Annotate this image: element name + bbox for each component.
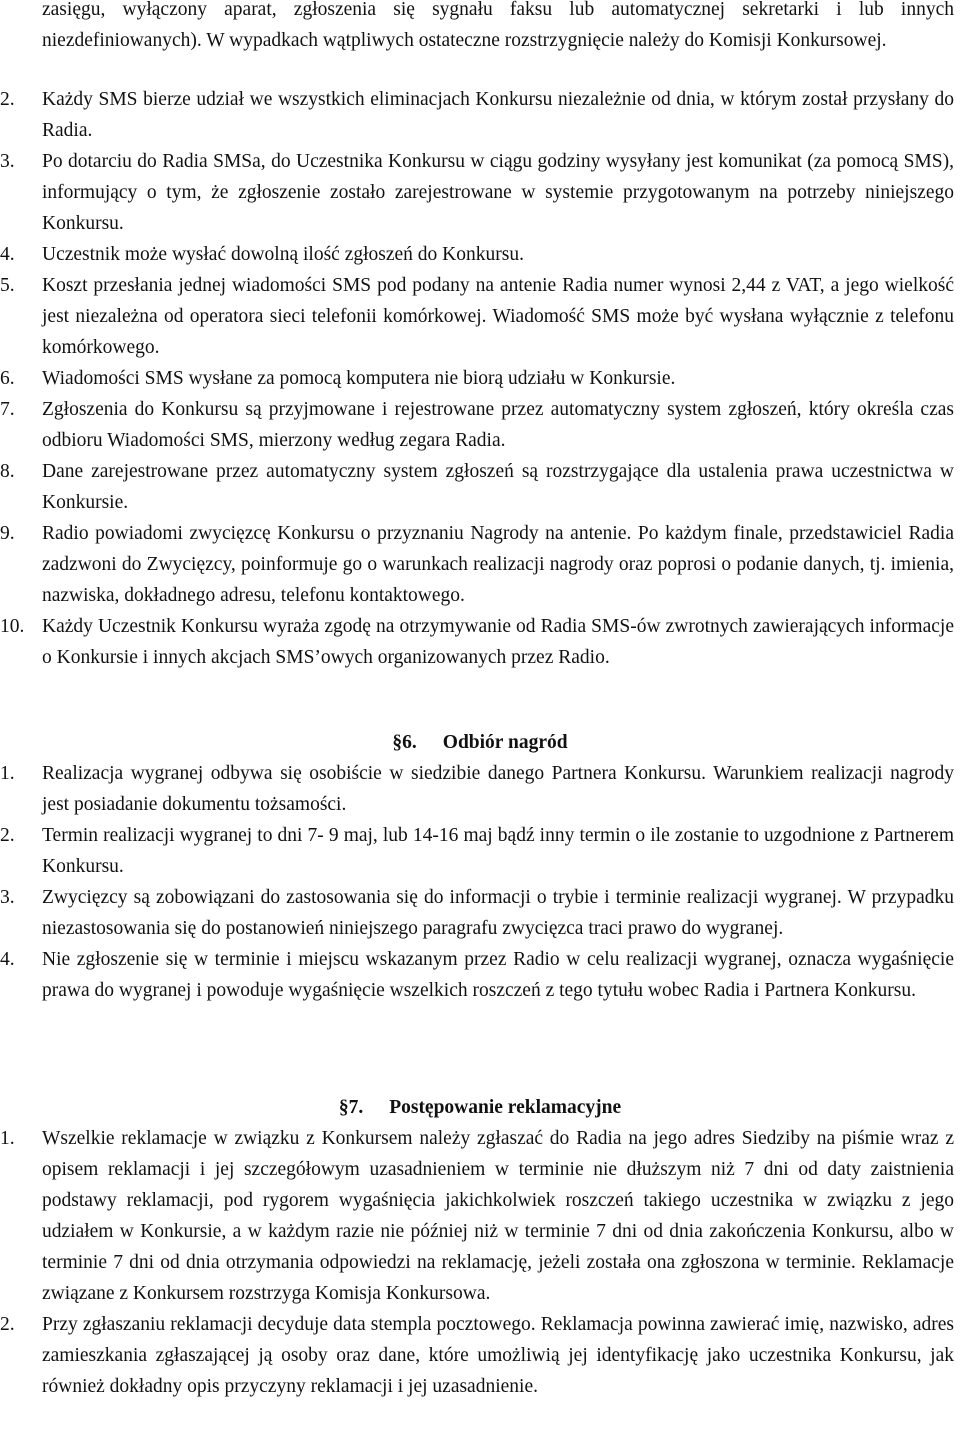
item-text: Koszt przesłania jednej wiadomości SMS pod podany na antenie Radia numer wynosi 2,44 z VAT, a jego wielkość jest niezależna od operatora sieci telefonii komórkowej. Wiadomość SMS może być wysłana wyłącznie z telefonu komórkowego. [42,275,954,358]
list-item [0,394,954,456]
item-number: 5. [0,275,15,296]
item-number: 4. [0,244,15,265]
item-text: Uczestnik może wysłać dowolną ilość zgłoszeń do Konkursu. [42,244,524,265]
item-text: Każdy Uczestnik Konkursu wyraża zgodę na otrzymywanie od Radia SMS-ów zwrotnych zawierających informacje o Konkursie i innych akcjach SMS’owych organizowanych przez Radio. [42,616,954,668]
sms-rules-list [0,84,954,673]
list-item [0,363,954,394]
item-text: Nie zgłoszenie się w terminie i miejscu wskazanym przez Radio w celu realizacji wygranej, oznacza wygaśnięcie prawa do wygranej i powoduje wygaśnięcie wszelkich roszczeń z tego tytułu wobec Radia i Partnera Konkursu. [42,949,954,1001]
item-number: 7. [0,399,15,420]
item-text: Realizacja wygranej odbywa się osobiście w siedzibie danego Partnera Konkursu. Warunkiem realizacji nagrody jest posiadanie dokumentu tożsamości. [42,763,954,815]
section-heading-prize-collection [0,727,960,758]
section-heading-complaints [0,1092,960,1123]
prize-collection-list [0,758,954,1006]
item-number: 4. [0,949,15,970]
item-number: 8. [0,461,15,482]
continuation-paragraph: zasięgu, wyłączony aparat, zgłoszenia się sygnału faksu lub automatycznej sekretarki i lub innych niezdefiniowanych). W wypadkach wątpliwych ostateczne rozstrzygnięcie należy do Komisji Konkursowej. [42,0,954,51]
list-item [0,1309,954,1402]
item-number: 3. [0,887,15,908]
item-text: Radio powiadomi zwycięzcę Konkursu o przyznaniu Nagrody na antenie. Po każdym finale, przedstawiciel Radia zadzwoni do Zwycięzcy, poinformuje go o warunkach realizacji nagrody oraz poprosi o podanie danych, tj. imienia, nazwiska, dokładnego adresu, telefonu kontaktowego. [42,523,954,606]
item-text: Wiadomości SMS wysłane za pomocą komputera nie biorą udziału w Konkursie. [42,368,676,389]
item-text: Przy zgłaszaniu reklamacji decyduje data stempla pocztowego. Reklamacja powinna zawierać imię, nazwisko, adres zamieszkania zgłaszającej ją osoby oraz dane, które umożliwią jej identyfikację jako uczestnika Konkursu, jak również dokładny opis przyczyny reklamacji i jej uzasadnienie. [42,1314,954,1397]
list-item [0,944,954,1006]
item-number: 2. [0,825,15,846]
section-title: Postępowanie reklamacyjne [389,1097,622,1118]
list-item [0,820,954,882]
item-number: 10. [0,616,25,637]
item-number: 3. [0,151,15,172]
list-item [0,758,954,820]
item-number: 1. [0,1128,15,1149]
list-item [0,882,954,944]
list-item [0,270,954,363]
item-text: Dane zarejestrowane przez automatyczny system zgłoszeń są rozstrzygające dla ustalenia prawa uczestnictwa w Konkursie. [42,461,954,513]
item-number: 2. [0,1314,15,1335]
list-item [0,239,954,270]
item-text: Każdy SMS bierze udział we wszystkich eliminacjach Konkursu niezależnie od dnia, w którym został przysłany do Radia. [42,89,954,141]
item-number: 6. [0,368,15,389]
list-item [0,611,954,673]
item-text: Zwycięzcy są zobowiązani do zastosowania się do informacji o trybie i terminie realizacji wygranej. W przypadku niezastosowania się do postanowień niniejszego paragrafu zwycięzca traci prawo do wygranej. [42,887,954,939]
item-text: Termin realizacji wygranej to dni 7- 9 maj, lub 14-16 maj bądź inny termin o ile zostanie to uzgodnione z Partnerem Konkursu. [42,825,954,877]
list-item [0,1123,954,1309]
section-number: §6. [392,732,417,753]
list-item [0,456,954,518]
list-item [0,518,954,611]
item-text: Zgłoszenia do Konkursu są przyjmowane i rejestrowane przez automatyczny system zgłoszeń, który określa czas odbioru Wiadomości SMS, mierzony według zegara Radia. [42,399,954,451]
item-text: Wszelkie reklamacje w związku z Konkursem należy zgłaszać do Radia na jego adres Siedziby na piśmie wraz z opisem reklamacji i jej szczegółowym uzasadnieniem w terminie nie dłuższym niż 7 dni od daty zaistnienia podstawy reklamacji, pod rygorem wygaśnięcia jakichkolwiek roszczeń takiego uczestnika w związku z jego udziałem w Konkursie, a w każdym razie nie później niż w terminie 7 dni od dnia zakończenia Konkursu, albo w terminie 7 dni od dnia otrzymania odpowiedzi na reklamację, jeżeli została ona zgłoszona w terminie. Reklamacje związane z Konkursem rozstrzyga Komisja Konkursowa. [42,1128,954,1304]
list-item [0,84,954,146]
item-number: 1. [0,763,15,784]
section-title: Odbiór nagród [442,732,568,753]
list-item [0,146,954,239]
item-number: 2. [0,89,15,110]
item-text: Po dotarciu do Radia SMSa, do Uczestnika Konkursu w ciągu godziny wysyłany jest komunikat (za pomocą SMS), informujący o tym, że zgłoszenie zostało zarejestrowane w systemie przygotowanym na potrzeby niniejszego Konkursu. [42,151,954,234]
section-number: §7. [338,1097,364,1118]
item-number: 9. [0,523,15,544]
complaints-list [0,1123,954,1402]
